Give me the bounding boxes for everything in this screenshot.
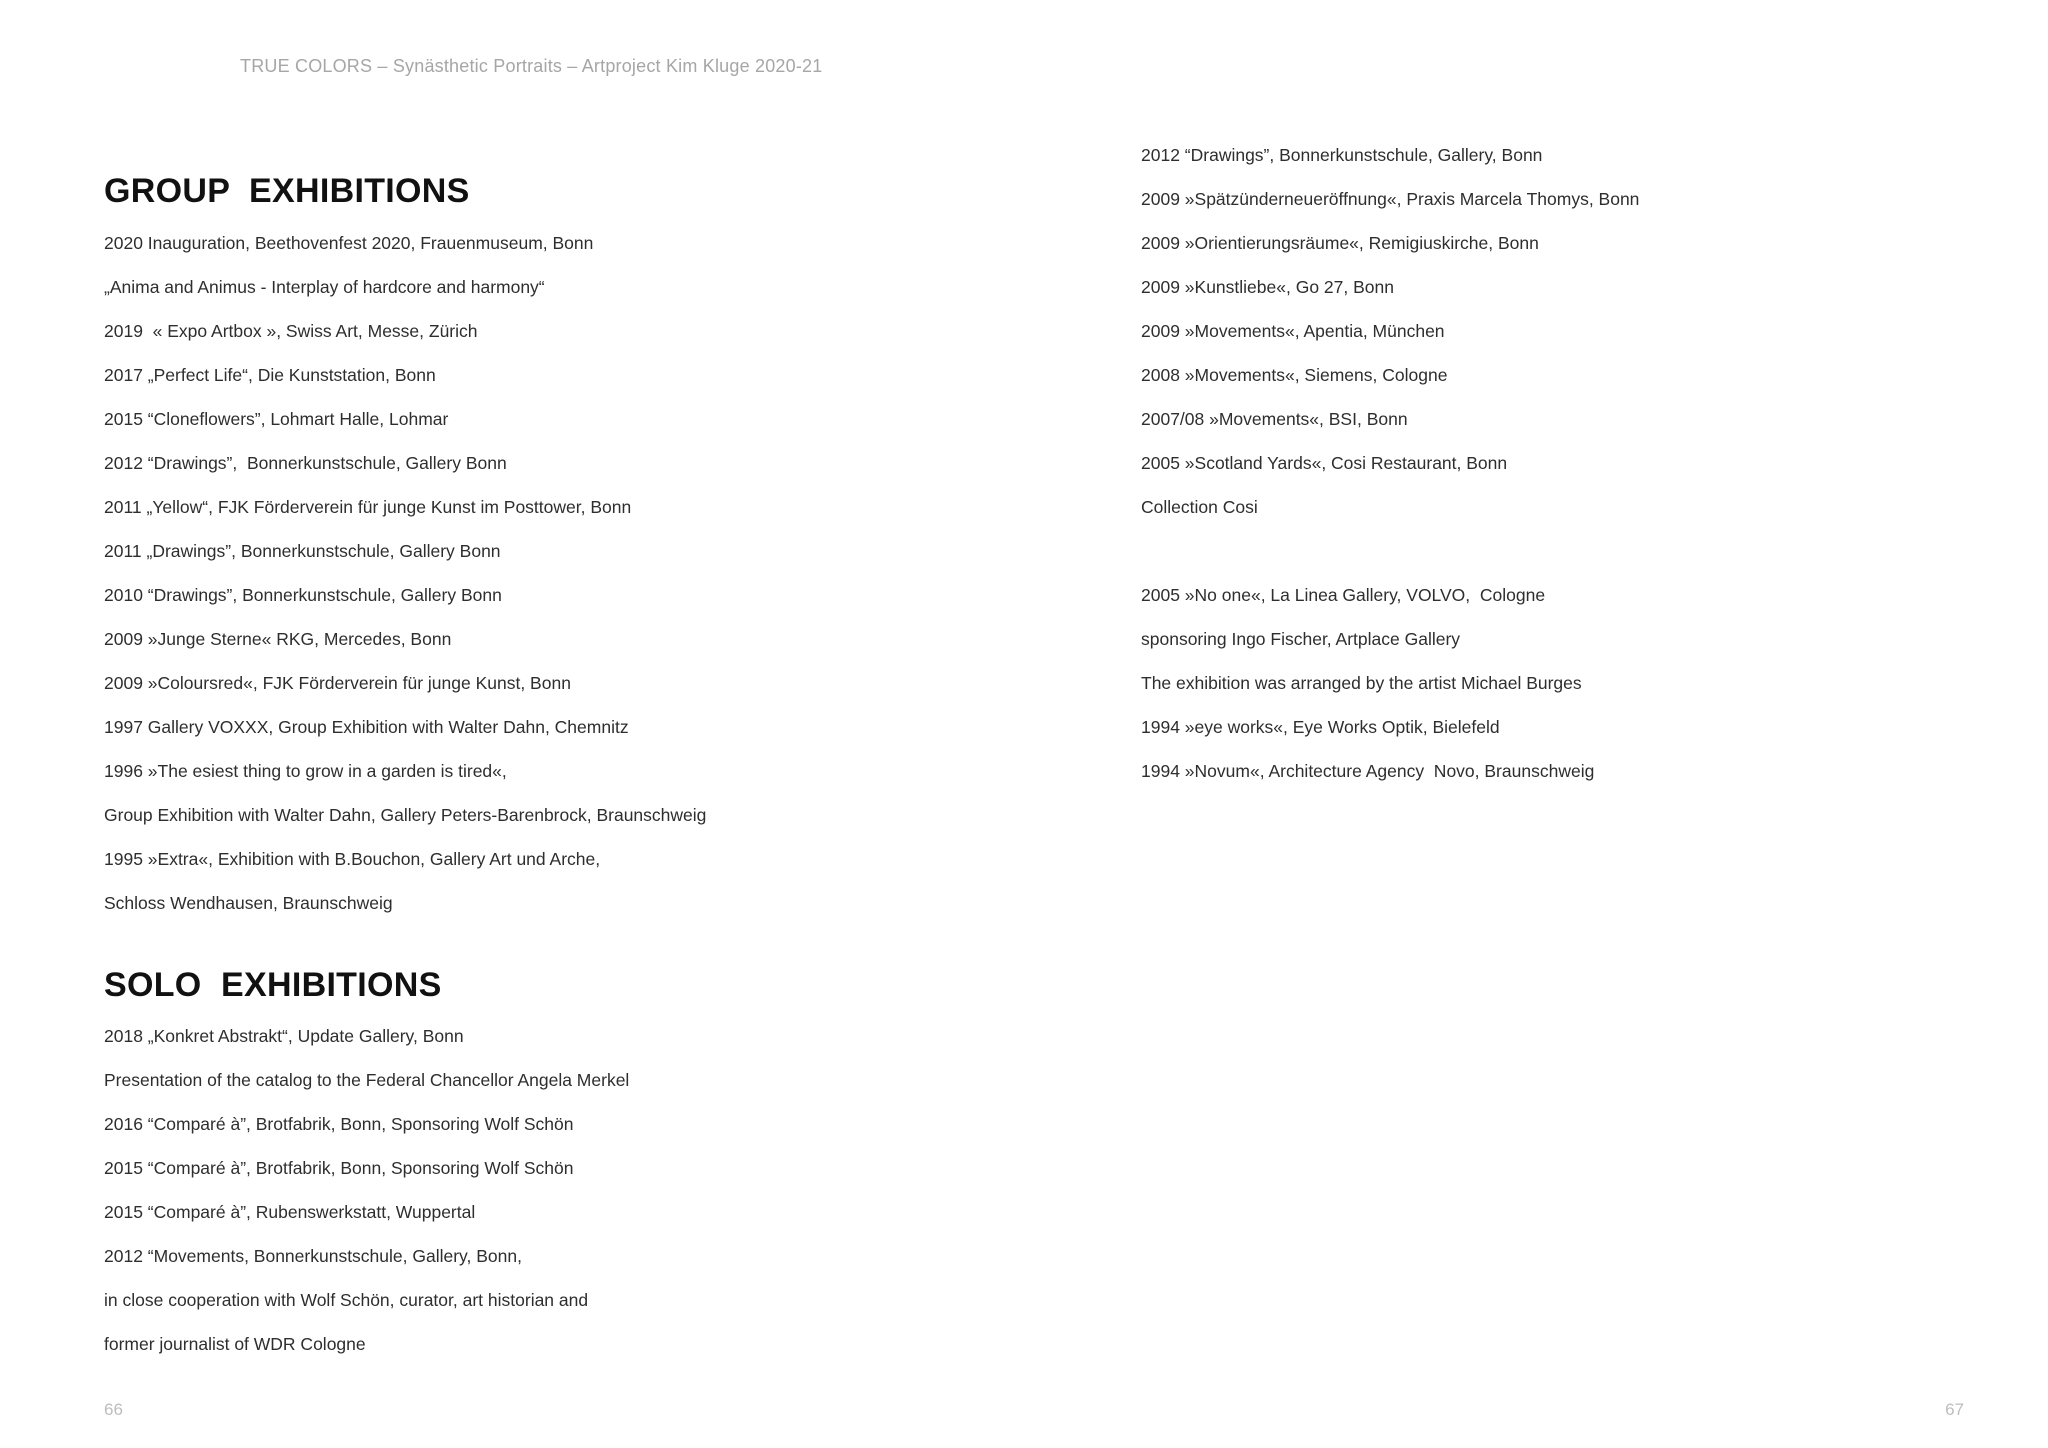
list-item: sponsoring Ingo Fischer, Artplace Gallery xyxy=(1141,629,1461,649)
list-item: 2009 »Spätzünderneueröffnung«, Praxis Marcela Thomys, Bonn xyxy=(1141,189,1640,209)
list-item: 1996 »The esiest thing to grow in a garden is tired«, xyxy=(104,761,507,781)
list-item: 1994 »eye works«, Eye Works Optik, Bielefeld xyxy=(1141,717,1500,737)
list-item: in close cooperation with Wolf Schön, curator, art historian and xyxy=(104,1290,589,1310)
list-item: 2016 “Comparé à”, Brotfabrik, Bonn, Sponsoring Wolf Schön xyxy=(104,1114,574,1134)
list-item: 2012 “Drawings”, Bonnerkunstschule, Gallery Bonn xyxy=(104,453,507,473)
list-item: The exhibition was arranged by the artist Michael Burges xyxy=(1141,673,1582,693)
list-item: 2008 »Movements«, Siemens, Cologne xyxy=(1141,365,1448,385)
list-item: 2005 »No one«, La Linea Gallery, VOLVO, Cologne xyxy=(1141,585,1546,605)
group-exhibitions-heading: GROUP EXHIBITIONS xyxy=(104,172,470,210)
running-header: TRUE COLORS – Synästhetic Portraits – Artproject Kim Kluge 2020-21 xyxy=(240,56,823,76)
list-item: 2009 »Kunstliebe«, Go 27, Bonn xyxy=(1141,277,1394,297)
list-item: 2011 „Yellow“, FJK Förderverein für junge Kunst im Posttower, Bonn xyxy=(104,497,632,517)
list-item: 2018 „Konkret Abstrakt“, Update Gallery, Bonn xyxy=(104,1026,464,1046)
list-item: 2015 “Comparé à”, Brotfabrik, Bonn, Sponsoring Wolf Schön xyxy=(104,1158,574,1178)
list-item: 2009 »Coloursred«, FJK Förderverein für junge Kunst, Bonn xyxy=(104,673,571,693)
list-item: 2012 “Drawings”, Bonnerkunstschule, Gallery, Bonn xyxy=(1141,145,1543,165)
list-item: Schloss Wendhausen, Braunschweig xyxy=(104,893,393,913)
list-item: 2015 “Comparé à”, Rubenswerkstatt, Wuppertal xyxy=(104,1202,476,1222)
page-number-right: 67 xyxy=(1945,1400,1964,1419)
page-number-left: 66 xyxy=(104,1400,123,1419)
list-item: 2017 „Perfect Life“, Die Kunststation, Bonn xyxy=(104,365,436,385)
list-item: 2005 »Scotland Yards«, Cosi Restaurant, Bonn xyxy=(1141,453,1508,473)
list-item: 2009 »Junge Sterne« RKG, Mercedes, Bonn xyxy=(104,629,452,649)
list-item: Collection Cosi xyxy=(1141,497,1258,517)
list-item: 2015 “Cloneflowers”, Lohmart Halle, Lohmar xyxy=(104,409,449,429)
list-item: 2010 “Drawings”, Bonnerkunstschule, Gallery Bonn xyxy=(104,585,502,605)
list-item: former journalist of WDR Cologne xyxy=(104,1334,366,1354)
solo-exhibitions-heading: SOLO EXHIBITIONS xyxy=(104,966,442,1004)
list-item: 2019 « Expo Artbox », Swiss Art, Messe, Zürich xyxy=(104,321,478,341)
list-item: 2007/08 »Movements«, BSI, Bonn xyxy=(1141,409,1408,429)
list-item: Group Exhibition with Walter Dahn, Gallery Peters-Barenbrock, Braunschweig xyxy=(104,805,707,825)
list-item: 2009 »Orientierungsräume«, Remigiuskirche, Bonn xyxy=(1141,233,1539,253)
list-item: 2012 “Movements, Bonnerkunstschule, Gallery, Bonn, xyxy=(104,1246,522,1266)
list-item: 1994 »Novum«, Architecture Agency Novo, Braunschweig xyxy=(1141,761,1595,781)
list-item: 1995 »Extra«, Exhibition with B.Bouchon, Gallery Art und Arche, xyxy=(104,849,601,869)
list-item: 2020 Inauguration, Beethovenfest 2020, Frauenmuseum, Bonn xyxy=(104,233,594,253)
list-item: 2009 »Movements«, Apentia, München xyxy=(1141,321,1445,341)
list-item: „Anima and Animus - Interplay of hardcore and harmony“ xyxy=(104,277,545,297)
list-item: 2011 „Drawings”, Bonnerkunstschule, Gallery Bonn xyxy=(104,541,501,561)
list-item: 1997 Gallery VOXXX, Group Exhibition with Walter Dahn, Chemnitz xyxy=(104,717,629,737)
list-item: Presentation of the catalog to the Federal Chancellor Angela Merkel xyxy=(104,1070,630,1090)
